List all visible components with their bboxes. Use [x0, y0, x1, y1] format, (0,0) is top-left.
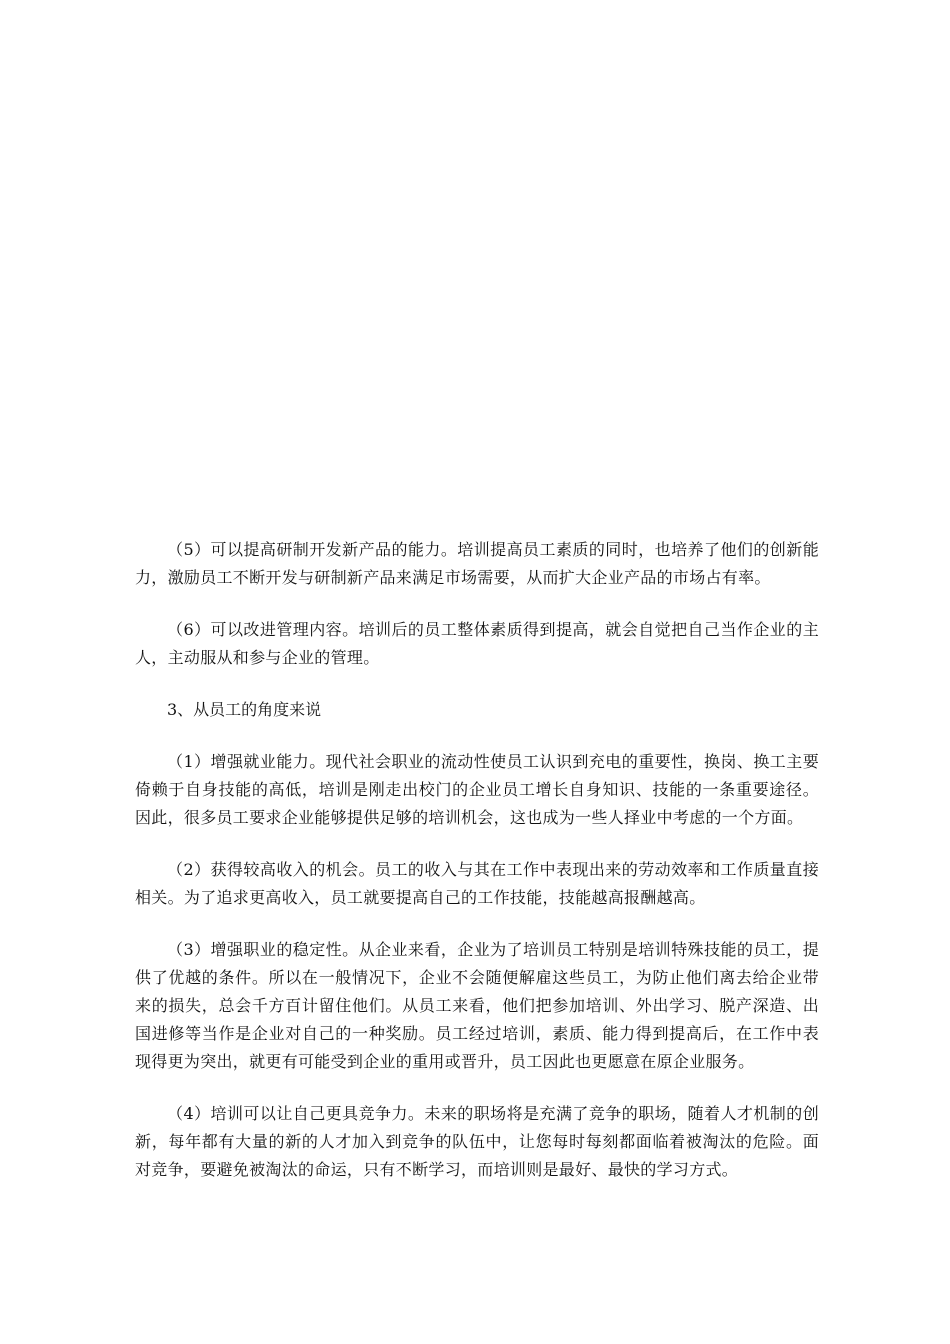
paragraph-5-rd-ability: （5）可以提高研制开发新产品的能力。培训提高员工素质的同时，也培养了他们的创新能力，激励员工不断开发与研制新产品来满足市场需要，从而扩大企业产品的市场占有率。	[135, 540, 819, 587]
paragraph-1-employability: （1）增强就业能力。现代社会职业的流动性使员工认识到充电的重要性，换岗、换工主要倚赖于自身技能的高低，培训是刚走出校门的企业员工增长自身知识、技能的一条重要途径。因此，很多员工要求企业能够提供足够的培训机会，这也成为一些人择业中考虑的一个方面。	[135, 752, 819, 827]
section-heading-employee-perspective: 3、从员工的角度来说	[167, 700, 322, 719]
paragraph-4-competitiveness: （4）培训可以让自己更具竞争力。未来的职场将是充满了竞争的职场，随着人才机制的创新，每年都有大量的新的人才加入到竞争的队伍中，让您每时每刻都面临着被淘汰的危险。面对竞争，要避免被淘汰的命运，只有不断学习，而培训则是最好、最快的学习方式。	[135, 1104, 819, 1179]
paragraph-6-management: （6）可以改进管理内容。培训后的员工整体素质得到提高，就会自觉把自己当作企业的主人，主动服从和参与企业的管理。	[135, 620, 819, 667]
document-body	[135, 536, 819, 1208]
paragraph-2-income: （2）获得较高收入的机会。员工的收入与其在工作中表现出来的劳动效率和工作质量直接相关。为了追求更高收入，员工就要提高自己的工作技能，技能越高报酬越高。	[135, 860, 819, 907]
paragraph-3-stability: （3）增强职业的稳定性。从企业来看，企业为了培训员工特别是培训特殊技能的员工，提供了优越的条件。所以在一般情况下，企业不会随便解雇这些员工，为防止他们离去给企业带来的损失，总会千方百计留住他们。从员工来看，他们把参加培训、外出学习、脱产深造、出国进修等当作是企业对自己的一种奖励。员工经过培训，素质、能力得到提高后，在工作中表现得更为突出，就更有可能受到企业的重用或晋升，员工因此也更愿意在原企业服务。	[135, 940, 819, 1071]
